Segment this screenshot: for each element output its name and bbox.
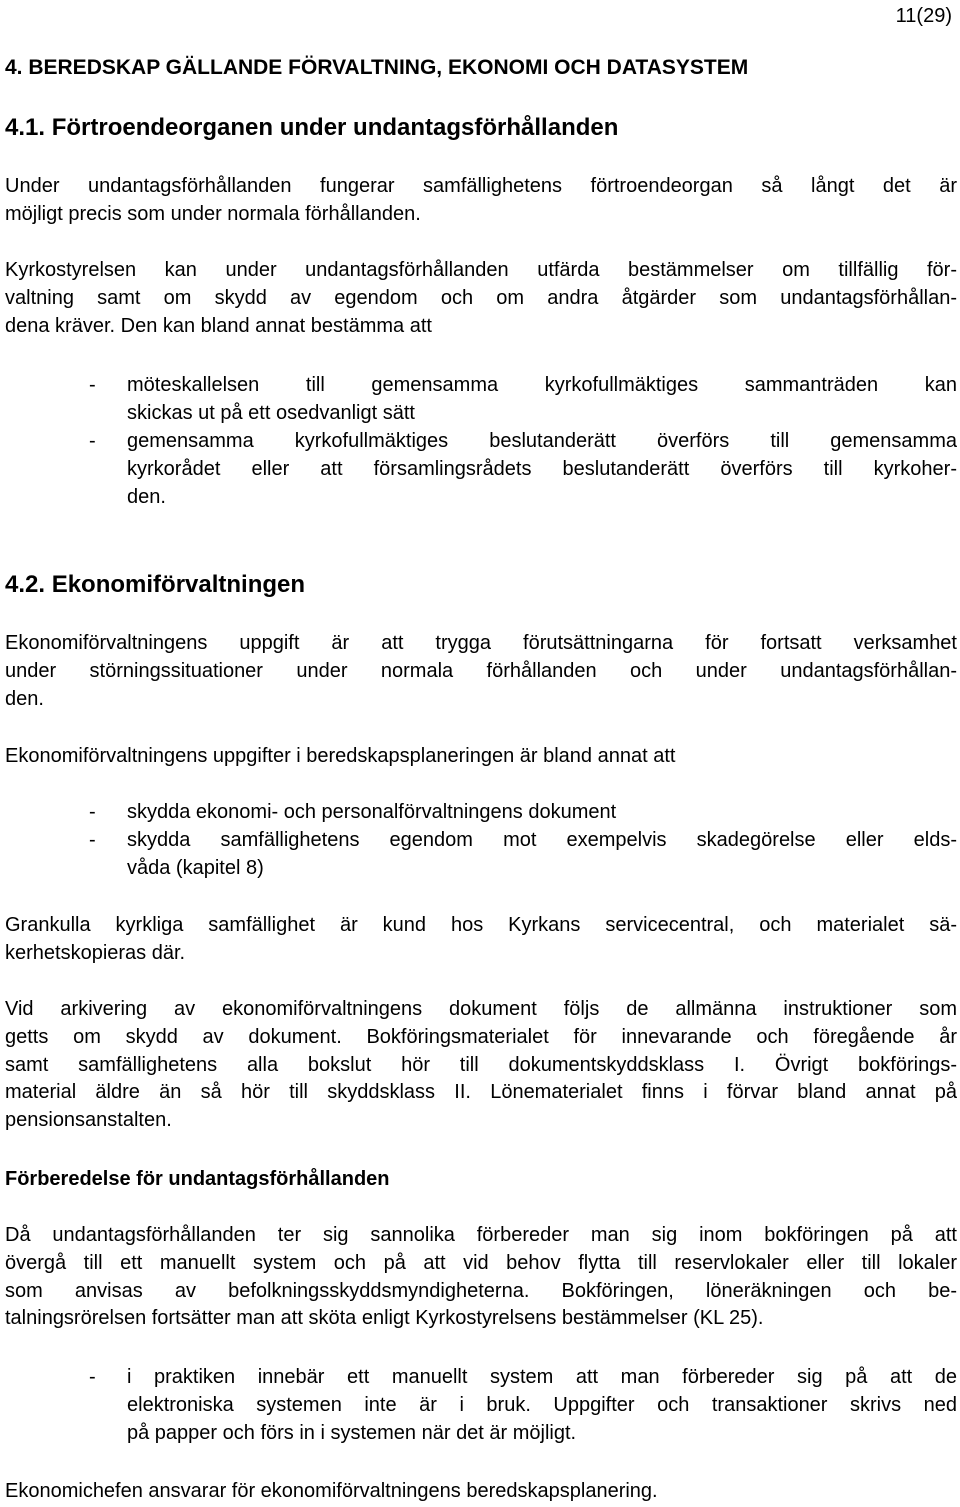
section-4-1-paragraph-2 [5, 257, 957, 340]
section-4-2-paragraph-3 [5, 912, 957, 968]
text-line: kyrkorådet eller att församlingsrådets beslutanderätt överförs till kyrkoher- [127, 457, 957, 480]
text-line: dena kräver. Den kan bland annat bestämma att [5, 314, 432, 337]
subsection-paragraph-1 [5, 1222, 957, 1333]
section-4-2-paragraph-1 [5, 630, 957, 713]
section-4-2-paragraph-4 [5, 996, 957, 1135]
chapter-heading: 4. BEREDSKAP GÄLLANDE FÖRVALTNING, EKONOMI OCH DATASYSTEM [5, 56, 749, 79]
text-line: den. [5, 687, 44, 710]
text-line: i praktiken innebär ett manuellt system att man förbereder sig på att de [127, 1366, 957, 1388]
text-line: Då undantagsförhållanden ter sig sannolika förbereder man sig inom bokföringen på att [5, 1224, 957, 1246]
subsection-heading: Förberedelse för undantagsförhållanden [5, 1168, 390, 1190]
list-item [89, 827, 957, 883]
text-line: Ekonomichefen ansvarar för ekonomiförvaltningens beredskapsplanering. [5, 1480, 658, 1502]
subsection-paragraph-2 [5, 1478, 957, 1506]
list-dash: - [89, 374, 96, 396]
text-line: på papper och förs in i systemen när det är möjligt. [127, 1421, 577, 1444]
text-line: skydda ekonomi- och personalförvaltningens dokument [127, 801, 617, 823]
text-line: material äldre än så hör till skyddsklass II. Lönematerialet finns i förvar bland annat på [5, 1081, 957, 1104]
list-item [89, 799, 957, 827]
text-line: möteskallelsen till gemensamma kyrkofullmäktiges sammanträden kan [127, 374, 957, 396]
text-line: valtning samt om skydd av egendom och om andra åtgärder som undantagsförhållan- [5, 286, 957, 309]
text-line: talningsrörelsen fortsätter man att sköta enligt Kyrkostyrelsens bestämmelser (KL 25). [5, 1307, 764, 1330]
text-line: gemensamma kyrkofullmäktiges beslutanderätt överförs till gemensamma [127, 430, 957, 452]
text-line: getts om skydd av dokument. Bokföringsmaterialet för innevarande och föregående år [5, 1025, 957, 1048]
list-dash: - [89, 1366, 96, 1388]
list-dash: - [89, 430, 96, 452]
text-line: Vid arkivering av ekonomiförvaltningens dokument följs de allmänna instruktioner som [5, 998, 957, 1020]
text-line: som anvisas av befolkningsskyddsmyndigheterna. Bokföringen, löneräkningen och be- [5, 1279, 957, 1302]
list-item [89, 1364, 957, 1447]
text-line: elektroniska systemen inte är i bruk. Uppgifter och transaktioner skrivs ned [127, 1393, 957, 1416]
section-heading-4-1: 4.1. Förtroendeorganen under undantagsförhållanden [5, 114, 619, 141]
text-line: Kyrkostyrelsen kan under undantagsförhållanden utfärda bestämmelser om tillfällig för- [5, 259, 957, 281]
text-line: Under undantagsförhållanden fungerar samfällighetens förtroendeorgan så långt det är [5, 175, 957, 197]
text-line: skydda samfällighetens egendom mot exempelvis skadegörelse eller elds- [127, 829, 957, 851]
text-line: den. [127, 485, 166, 508]
section-4-1-paragraph-1 [5, 173, 957, 229]
text-line: övergå till ett manuellt system och på att vid behov flytta till reservlokaler eller till lokaler [5, 1251, 957, 1274]
list-dash: - [89, 829, 96, 851]
text-line: kerhetskopieras där. [5, 941, 186, 964]
list-dash: - [89, 801, 96, 823]
list-item [89, 372, 957, 428]
section-heading-4-2: 4.2. Ekonomiförvaltningen [5, 571, 306, 598]
text-line: Ekonomiförvaltningens uppgift är att trygga förutsättningarna för fortsatt verksamhet [5, 632, 957, 654]
text-line: pensionsanstalten. [5, 1109, 172, 1132]
text-line: Grankulla kyrkliga samfällighet är kund hos Kyrkans servicecentral, och materialet sä- [5, 914, 957, 936]
section-4-2-paragraph-2 [5, 743, 957, 771]
list-item [89, 428, 957, 511]
page-number: 11(29) [895, 5, 952, 27]
text-line: samt samfällighetens alla bokslut hör till dokumentskyddsklass I. Övrigt bokförings- [5, 1053, 957, 1076]
text-line: skickas ut på ett osedvanligt sätt [127, 401, 415, 424]
text-line: våda (kapitel 8) [127, 856, 264, 879]
text-line: Ekonomiförvaltningens uppgifter i beredskapsplaneringen är bland annat att [5, 745, 676, 767]
text-line: under störningssituationer under normala förhållanden och under undantagsförhållan- [5, 659, 957, 682]
text-line: möjligt precis som under normala förhållanden. [5, 202, 421, 225]
